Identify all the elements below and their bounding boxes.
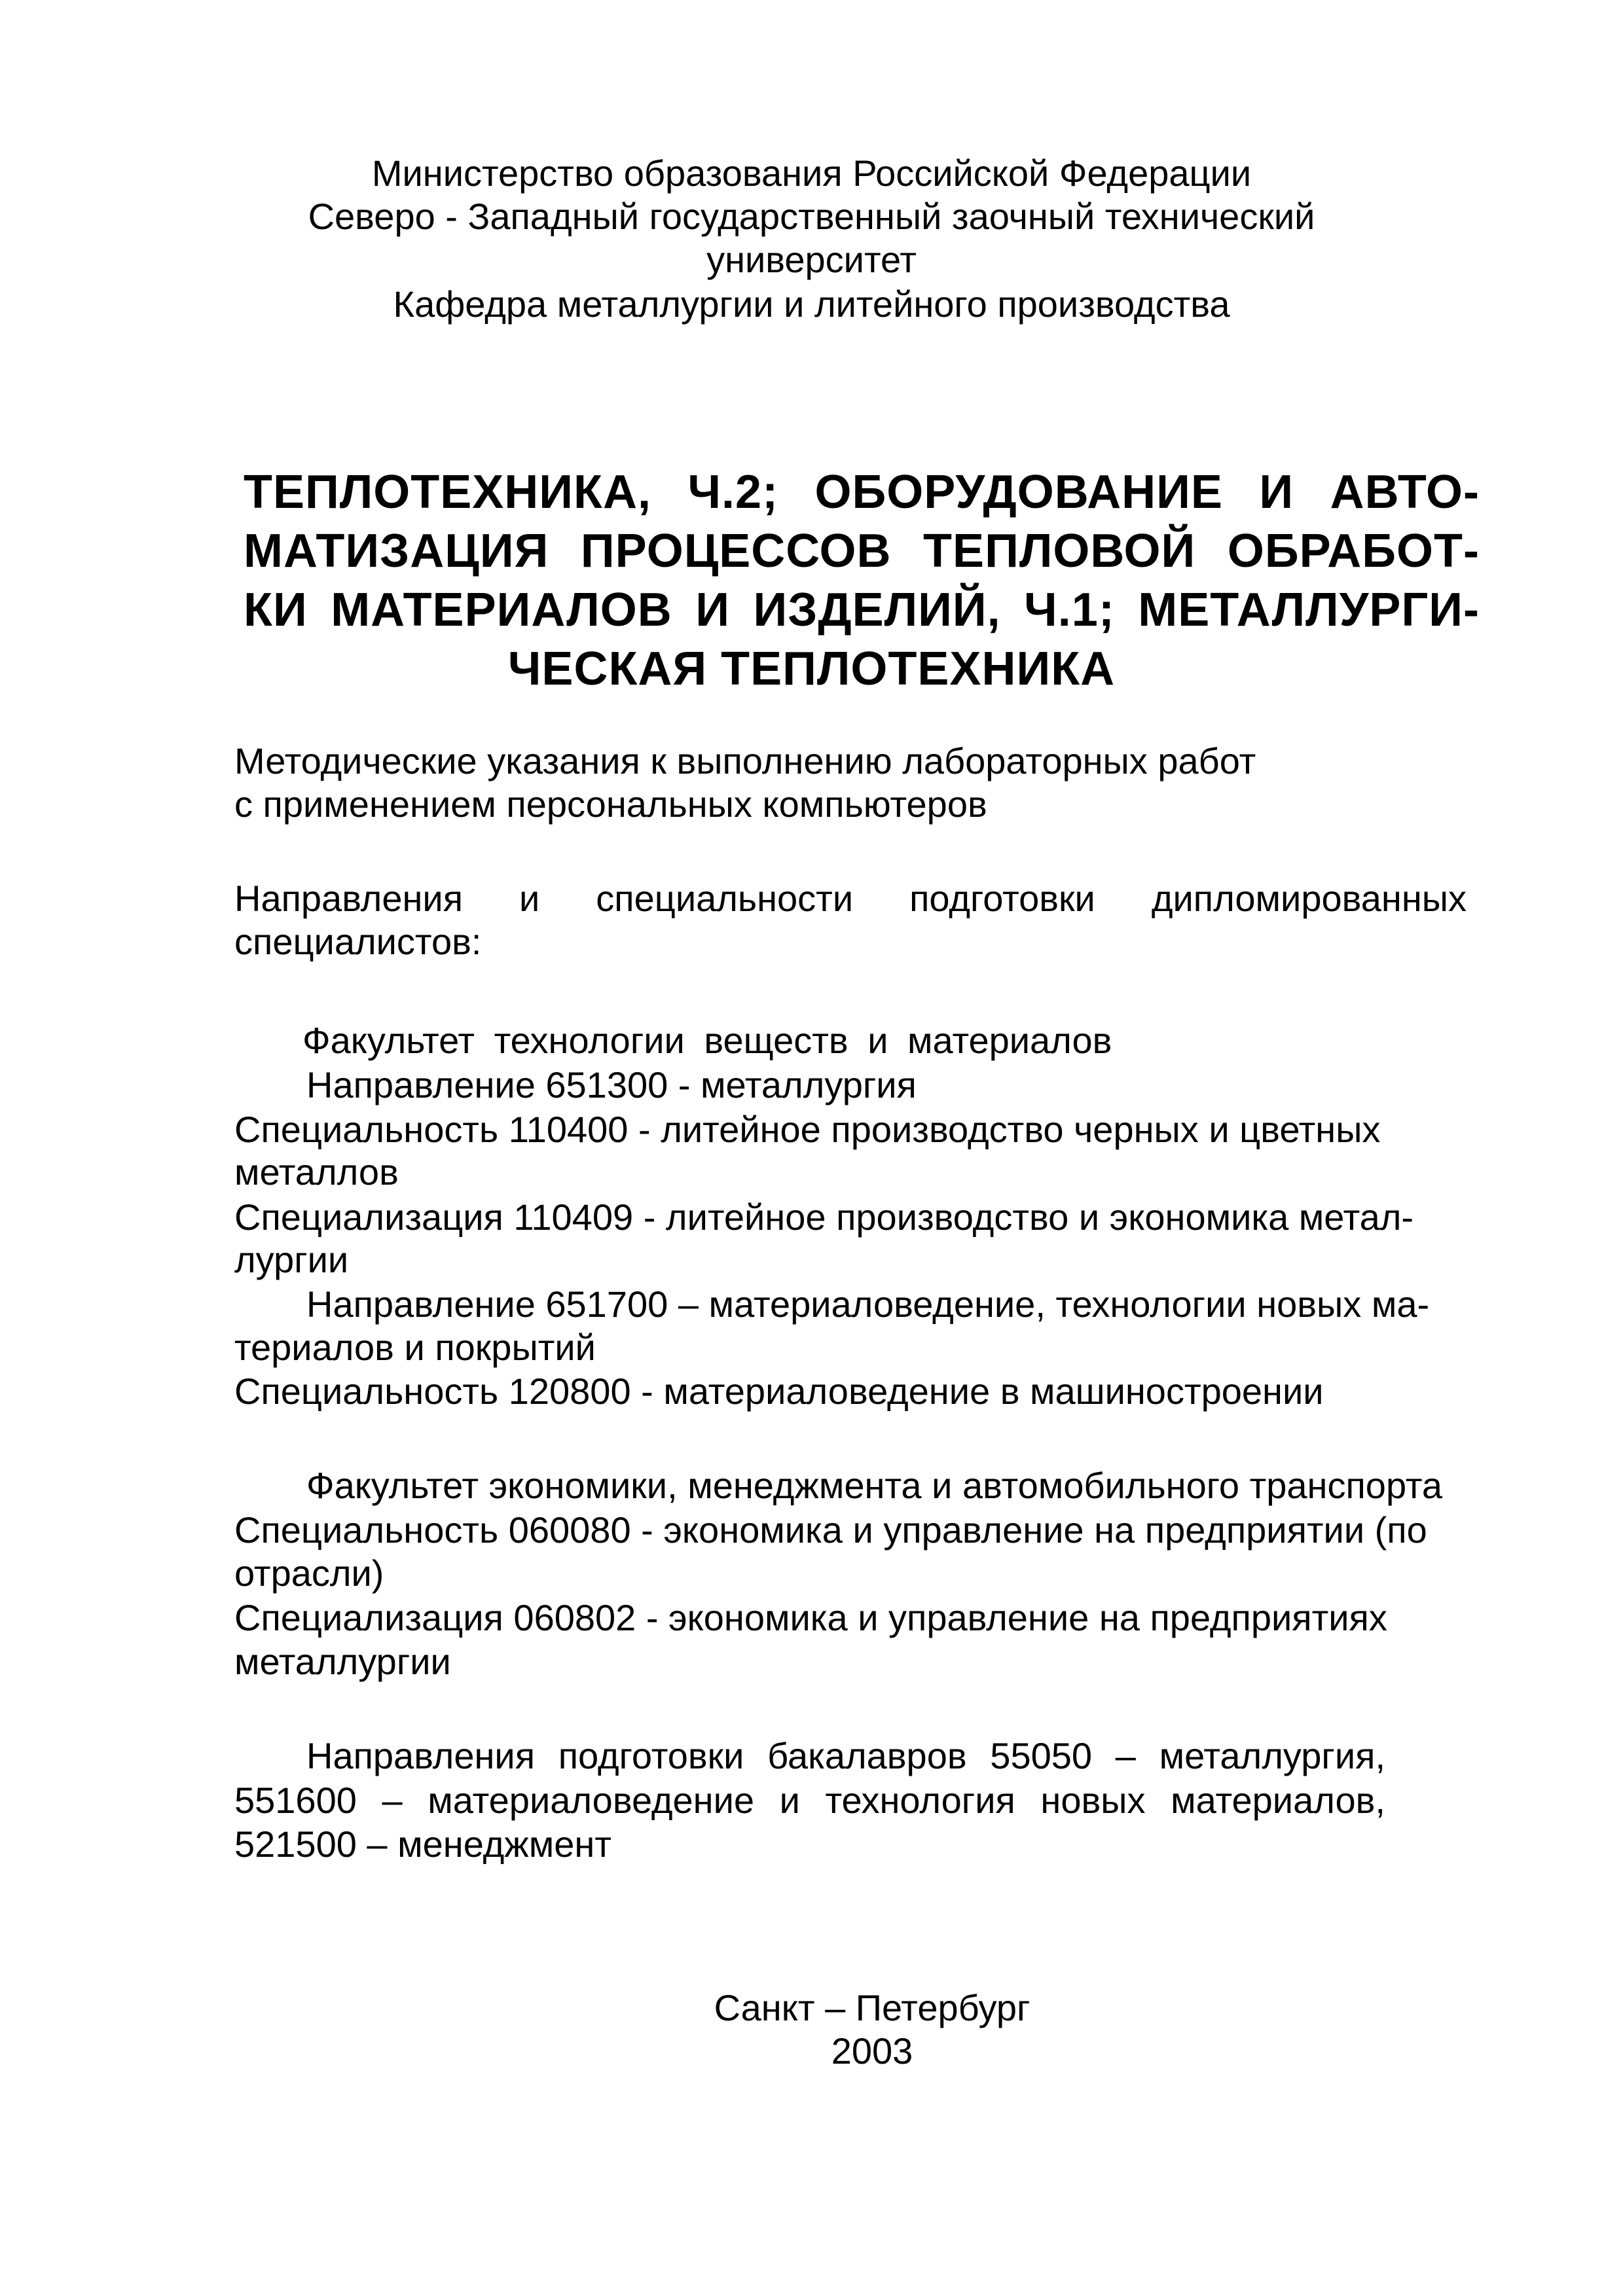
faculty-1-speciality-1-line-1: Специальность 110400 - литейное производство черных и цветных xyxy=(234,1109,1381,1150)
footer-city: Санкт – Петербург xyxy=(714,1987,1030,2028)
faculty-1-name: Факультет технологии веществ и материалов xyxy=(302,1020,1112,1061)
faculty-1-speciality-2: Специальность 120800 - материаловедение в машиностроении xyxy=(234,1371,1324,1412)
faculty-1-direction-2-line-1: Направление 651700 – материаловедение, технологии новых ма- xyxy=(306,1283,1430,1325)
footer-year: 2003 xyxy=(831,2030,913,2072)
department-line: Кафедра металлургии и литейного производства xyxy=(393,283,1230,325)
title-line-3: КИ МАТЕРИАЛОВ И ИЗДЕЛИЙ, Ч.1; МЕТАЛЛУРГИ- xyxy=(244,584,1480,636)
faculty-2-speciality-line-1: Специальность 060080 - экономика и управление на предприятии (по xyxy=(234,1509,1427,1551)
faculty-1-direction-2-line-2: териалов и покрытий xyxy=(234,1327,596,1368)
university-line-2: университет xyxy=(706,239,917,280)
ministry-line: Министерство образования Российской Федерации xyxy=(371,152,1252,194)
faculty-1-specialization-line-1: Специализация 110409 - литейное производство и экономика метал- xyxy=(234,1196,1414,1238)
faculty-1-speciality-1-line-2: металлов xyxy=(234,1151,399,1193)
title-line-4: ЧЕСКАЯ ТЕПЛОТЕХНИКА xyxy=(507,643,1116,695)
faculty-2-speciality-line-2: отрасли) xyxy=(234,1552,384,1594)
faculty-2-name: Факультет экономики, менеджмента и автомобильного транспорта xyxy=(306,1465,1443,1506)
bachelors-line-2: 551600 – материаловедение и технология новых материалов, xyxy=(234,1780,1385,1821)
subtitle-line-2: с применением персональных компьютеров xyxy=(234,783,987,825)
faculty-1-specialization-line-2: лургии xyxy=(234,1239,349,1280)
subtitle-line-1: Методические указания к выполнению лабораторных работ xyxy=(234,740,1256,781)
title-line-1: ТЕПЛОТЕХНИКА, Ч.2; ОБОРУДОВАНИЕ И АВТО- xyxy=(244,466,1480,518)
faculty-2-specialization-line-1: Специализация 060802 - экономика и управление на предприятиях xyxy=(234,1597,1387,1638)
faculty-2-specialization-line-2: металлургии xyxy=(234,1641,451,1682)
bachelors-line-1: Направления подготовки бакалавров 55050 – металлургия, xyxy=(306,1735,1385,1776)
directions-intro-line-1: Направления и специальности подготовки дипломированных xyxy=(234,878,1467,919)
faculty-1-direction-1: Направление 651300 - металлургия xyxy=(306,1064,917,1105)
university-line-1: Северо - Западный государственный заочный технический xyxy=(308,196,1315,237)
directions-intro-line-2: специалистов: xyxy=(234,921,482,962)
title-line-2: МАТИЗАЦИЯ ПРОЦЕССОВ ТЕПЛОВОЙ ОБРАБОТ- xyxy=(244,525,1480,577)
bachelors-line-3: 521500 – менеджмент xyxy=(234,1823,611,1865)
